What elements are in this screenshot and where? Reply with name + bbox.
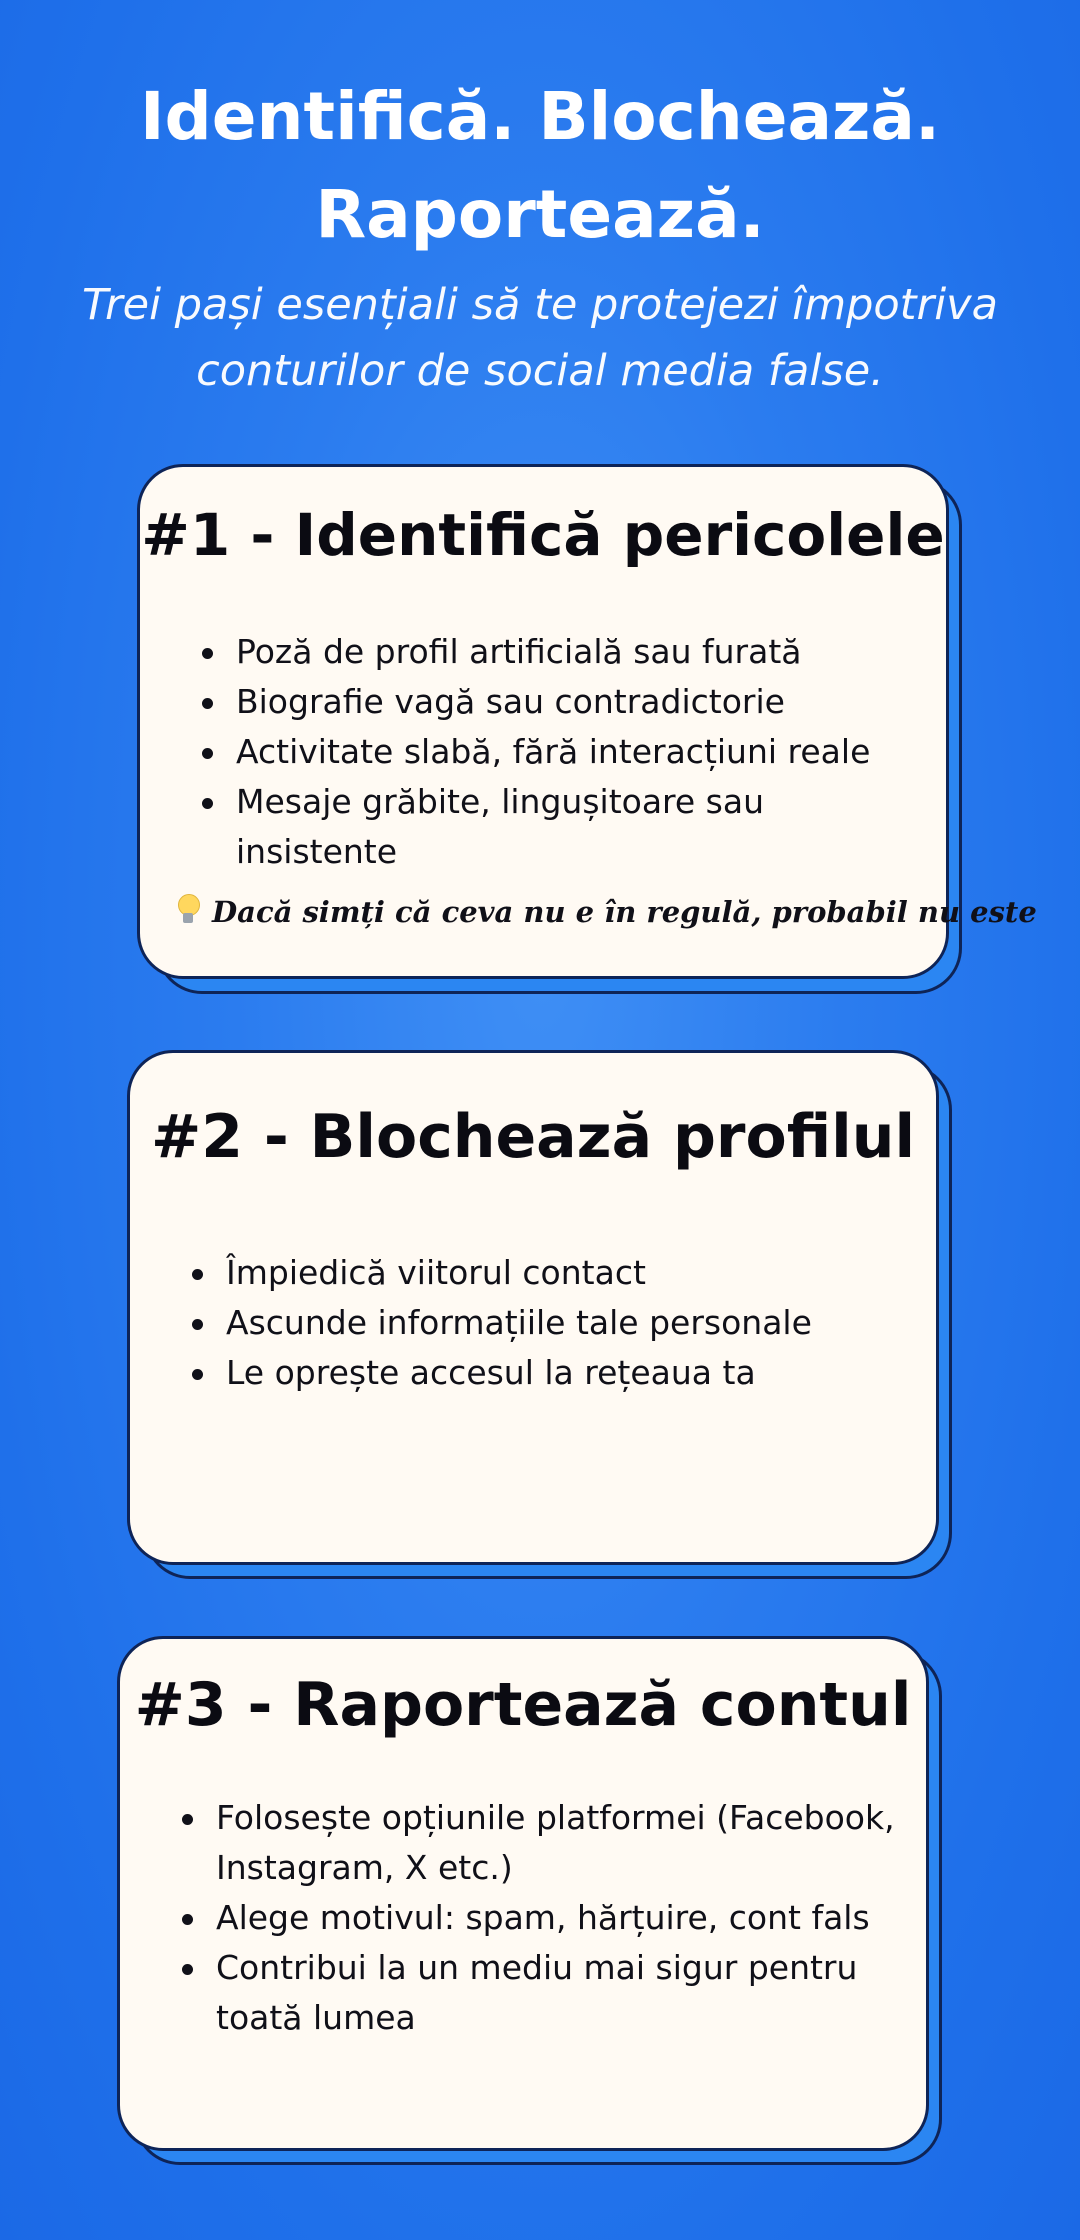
tip-note xyxy=(176,887,1076,937)
page-subtitle: Trei pași esențiali să te protejezi împotriva conturilor de social media false. xyxy=(82,280,998,396)
list-item: Ascunde informațiile tale personale xyxy=(180,1298,920,1348)
bullet-list xyxy=(170,1793,900,2043)
card-block xyxy=(127,1050,939,1565)
card-identify xyxy=(137,464,1037,979)
list-item: Activitate slabă, fără interacțiuni reale xyxy=(190,727,930,777)
page-title: Identifică. Blochează. Raportează. xyxy=(139,78,941,253)
card-title: #2 - Blochează profilul xyxy=(150,1102,916,1172)
card-title: #3 - Raportează contul xyxy=(134,1670,912,1740)
list-item: Biografie vagă sau contradictorie xyxy=(190,677,930,727)
bullet-list xyxy=(180,1248,920,1398)
card-title: #1 - Identifică pericolele xyxy=(141,501,945,569)
bullet-list xyxy=(190,627,930,877)
list-item: Alege motivul: spam, hărțuire, cont fals xyxy=(170,1893,900,1943)
tip-text: Dacă simți că ceva nu e în regulă, probabil nu este xyxy=(212,895,1037,929)
list-item: Contribui la un mediu mai sigur pentru toată lumea xyxy=(170,1943,900,2043)
card-report xyxy=(117,1636,929,2151)
list-item: Mesaje grăbite, lingușitoare sau insistente xyxy=(190,777,930,877)
list-item: Poză de profil artificială sau furată xyxy=(190,627,930,677)
list-item: Împiedică viitorul contact xyxy=(180,1248,920,1298)
list-item: Folosește opțiunile platformei (Facebook, Instagram, X etc.) xyxy=(170,1793,900,1893)
lightbulb-icon xyxy=(176,894,200,928)
list-item: Le oprește accesul la rețeaua ta xyxy=(180,1348,920,1398)
